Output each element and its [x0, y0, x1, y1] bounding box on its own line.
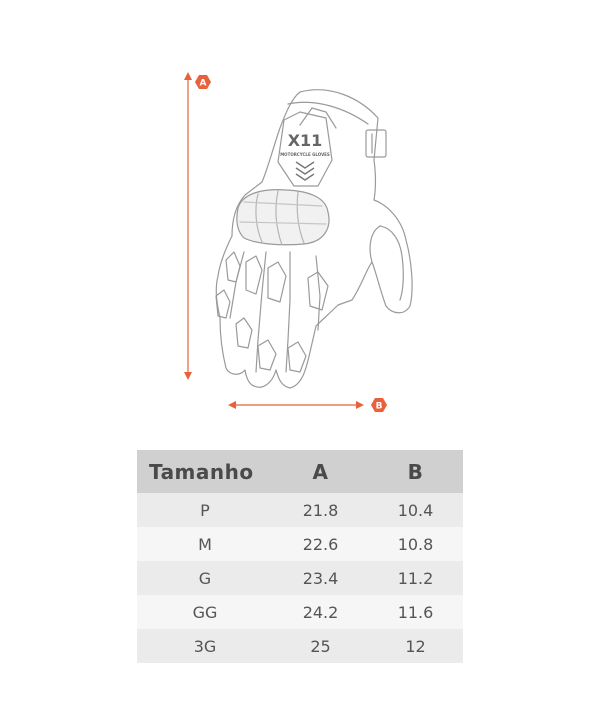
cell-b: 10.8 — [368, 527, 463, 561]
table-header-row — [137, 450, 463, 493]
cell-size: P — [137, 493, 273, 527]
cell-a: 25 — [273, 629, 368, 663]
cell-b: 10.4 — [368, 493, 463, 527]
cell-a: 24.2 — [273, 595, 368, 629]
finger-guard — [236, 318, 252, 348]
dimension-b-label: B — [375, 401, 383, 412]
finger-guard — [226, 252, 240, 282]
table-row — [137, 561, 463, 595]
cell-a: 21.8 — [273, 493, 368, 527]
table-row — [137, 493, 463, 527]
header-b: B — [368, 450, 463, 493]
glove-logo-subtext: MOTORCYCLE GLOVES — [280, 152, 330, 157]
finger-guard — [268, 262, 286, 302]
finger-guard — [258, 340, 276, 370]
table-row — [137, 629, 463, 663]
header-a: A — [273, 450, 368, 493]
size-chart-table — [137, 450, 463, 663]
dimension-a-label: A — [199, 78, 207, 89]
logo-chevrons-icon — [296, 162, 314, 180]
cell-a: 22.6 — [273, 527, 368, 561]
cell-size: G — [137, 561, 273, 595]
dimension-b-indicator — [228, 398, 387, 412]
cell-size: GG — [137, 595, 273, 629]
cell-size: 3G — [137, 629, 273, 663]
finger-guard — [246, 256, 262, 294]
cell-a: 23.4 — [273, 561, 368, 595]
table-row — [137, 595, 463, 629]
glove-logo: X11 — [287, 131, 323, 150]
finger-guard — [216, 290, 230, 318]
table-row — [137, 527, 463, 561]
knuckle-guard — [237, 190, 329, 245]
cell-b: 11.2 — [368, 561, 463, 595]
cell-b: 11.6 — [368, 595, 463, 629]
header-size: Tamanho — [137, 450, 273, 493]
dimension-a-indicator — [184, 72, 211, 380]
finger-guard — [288, 342, 306, 372]
cell-b: 12 — [368, 629, 463, 663]
cell-size: M — [137, 527, 273, 561]
